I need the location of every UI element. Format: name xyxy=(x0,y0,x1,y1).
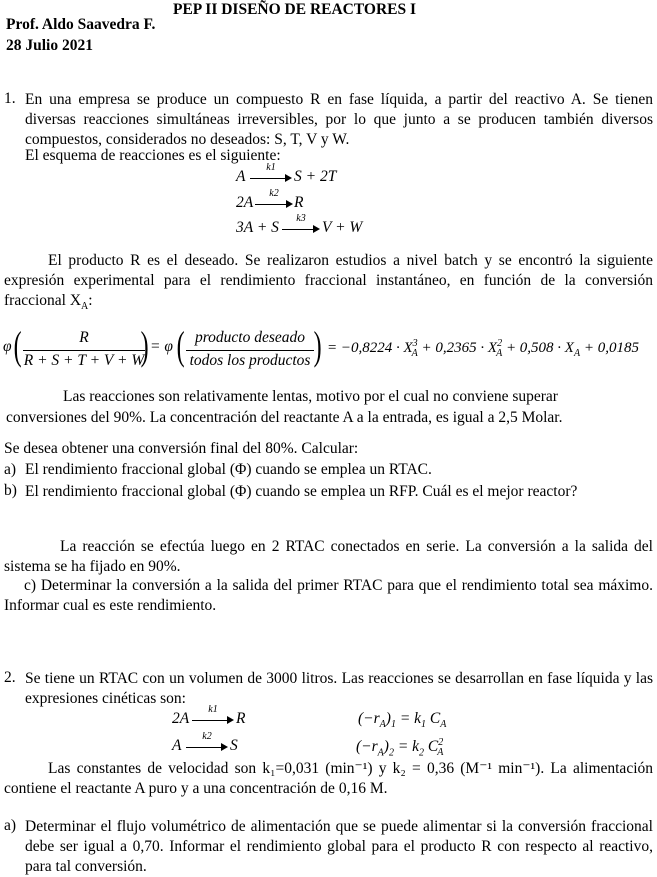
arrow-icon: k2 xyxy=(255,197,293,211)
reactant: 2A xyxy=(236,194,254,211)
q1-c-text: c) Determinar la conversión a la salida del primer RTAC para que el rendimiento total sea máximo. Informar cual es este rendimiento. xyxy=(4,577,653,614)
arrow-icon: k1 xyxy=(192,713,234,727)
q2-number: 2. xyxy=(4,669,16,686)
rate-expression-1: $(-r_A)_1 = k_1$ $C_A$ xyxy=(358,710,447,731)
q2-a-text: Determinar el flujo volumétrico de alimentación que se puede alimentar si la conversión fraccional debe ser igual a 0,70. Informar el rendimiento global para el producto R con respecto al reactivo, para tal conversión. xyxy=(25,818,653,875)
q2-a-label: a) xyxy=(4,817,17,834)
product: V + W xyxy=(322,219,363,236)
q1-number: 1. xyxy=(4,90,16,107)
q1-intro: En una empresa se produce un compuesto R en fase líquida, a partir del reactivo A. Se tienen diversas reacciones simultáneas irreversibles, por lo que junto a se producen también diversos compuestos, considerados no deseados: S, T, V y W. xyxy=(25,91,653,148)
q1-series-text: La reacción se efectúa luego en 2 RTAC conectados en serie. La conversión a la salida del sistema se ha fijado en 90%. xyxy=(4,538,653,575)
reactant: 3A + S xyxy=(236,219,279,236)
author: Prof. Aldo Saavedra F. xyxy=(6,16,156,33)
arrow-icon: k2 xyxy=(186,740,228,754)
q1-b-text: El rendimiento fraccional global (Φ) cuando se emplea un RFP. Cuál es el mejor reactor? xyxy=(25,483,578,500)
product: S + 2T xyxy=(294,168,337,185)
product: R xyxy=(294,194,304,211)
q1-a-label: a) xyxy=(4,461,17,478)
q1-goal: Se desea obtener una conversión final del 80%. Calcular: xyxy=(4,440,359,457)
q1-slow-text-1: Las reacciones son relativamente lentas, motivo por el cual no conviene superar xyxy=(63,388,558,405)
rate-expression-2: $(-r_A)_2 = k_2$ $C^2_A$ xyxy=(356,737,444,759)
q1-scheme-label: El esquema de reacciones es el siguiente: xyxy=(25,147,281,164)
page-title: PEP II DISEÑO DE REACTORES I xyxy=(173,1,417,18)
q1-a-text: El rendimiento fraccional global (Φ) cuando se emplea un RTAC. xyxy=(25,461,432,478)
q2-intro: Se tiene un RTAC con un volumen de 3000 litros. Las reacciones se desarrollan en fase líquida y las expresiones cinéticas son: xyxy=(25,670,653,707)
q1-desired-text: El producto R es el deseado. Se realizaron estudios a nivel batch y se encontró la siguiente expresión experimental para el rendimiento fraccional instantáneo, en función de la conversión fraccional $X_A$: xyxy=(4,252,653,313)
arrow-icon: k3 xyxy=(282,222,320,236)
q2-constants-text: Las constantes de velocidad son k₁=0,031 (min⁻¹) y k₂ = 0,36 (M⁻¹ min⁻¹). La alimentación contiene el reactante A puro y a una concentración de 0,16 M. xyxy=(4,760,653,797)
date: 28 Julio 2021 xyxy=(6,37,93,54)
arrow-icon: k1 xyxy=(250,171,292,185)
q1-b-label: b) xyxy=(4,482,17,499)
reactant: A xyxy=(236,168,246,185)
q1-slow-text-2: conversiones del 90%. La concentración del reactante A a la entrada, es igual a 2,5 Molar. xyxy=(6,409,563,426)
